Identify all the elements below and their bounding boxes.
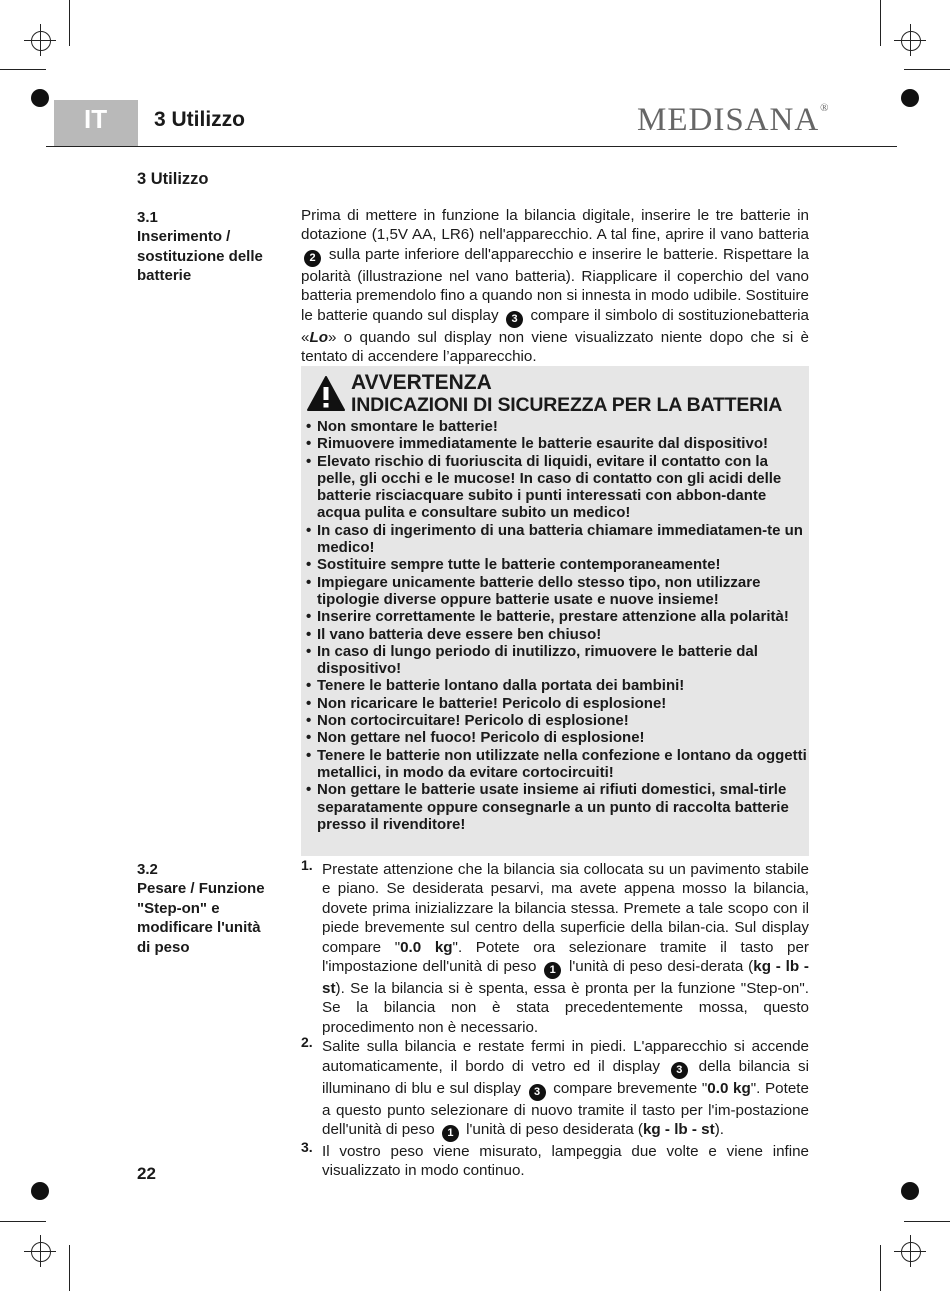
crop-mark	[69, 0, 70, 46]
header-divider	[46, 146, 897, 147]
warning-item: • Non cortocircuitare! Pericolo di esplosione!	[306, 712, 809, 729]
registration-mark-bottom-left	[28, 1239, 52, 1263]
step-number: 3.	[301, 1139, 313, 1156]
registration-mark-bottom-right	[898, 1239, 922, 1263]
warning-item: • Inserire correttamente le batterie, prestare attenzione alla polarità!	[306, 608, 809, 625]
crop-mark	[904, 1221, 950, 1222]
crop-mark	[0, 1221, 46, 1222]
battery-insertion-paragraph	[301, 206, 809, 366]
warning-item: • In caso di ingerimento di una batteria chiamare immediatamen-te un medico!	[306, 522, 809, 557]
paragraph-text: Prima di mettere in funzione la bilancia digitale, inserire le tre batterie in dotazione (1,5V AA, LR6) nell'apparecchio. A tal fine, aprire il vano batteria	[301, 207, 809, 244]
header-title: 3 Utilizzo	[154, 108, 246, 131]
warning-title: AVVERTENZA	[351, 371, 492, 394]
step-text: ). Se la bilancia si è spenta, essa è pronta per la funzione "Step-on". Se la bilancia non è stata precedentemente mossa, questo procedimento non è necessario.	[322, 980, 809, 1036]
brand-logo	[637, 102, 830, 139]
warning-item: • In caso di lungo periodo di inutilizzo, rimuovere le batterie dal dispositivo!	[306, 643, 809, 678]
step-text: Il vostro peso viene misurato, lampeggia due volte e viene infine visualizzato in modo continuo.	[322, 1143, 809, 1180]
subsection-heading-line: modificare l'unità	[137, 919, 261, 937]
crop-mark	[880, 1245, 881, 1291]
step-text: Salite sulla bilancia e restate fermi in piedi. L'apparecchio si accende automaticamente, il bordo di vetro ed il display	[322, 1038, 809, 1075]
language-tab: IT	[54, 100, 138, 146]
crop-mark	[69, 1245, 70, 1291]
subsection-heading-3-1	[137, 208, 287, 286]
subsection-number: 3.1	[137, 209, 158, 226]
crop-mark	[904, 69, 950, 70]
callout-number-badge: 2	[304, 250, 321, 267]
register-dot	[31, 89, 49, 107]
display-value: 0.0 kg	[707, 1079, 751, 1097]
warning-item: • Impiegare unicamente batterie dello stesso tipo, non utilizzare tipologie diverse oppure batterie usate e nuove insieme!	[306, 574, 809, 609]
step-text: l'unità di peso desi-derata (	[569, 958, 754, 976]
brand-name: MEDISANA	[637, 102, 820, 138]
step-item	[301, 1139, 809, 1181]
registration-mark-top-right	[898, 28, 922, 52]
warning-item: • Rimuovere immediatamente le batterie esaurite dal dispositivo!	[306, 435, 809, 452]
warning-item: • Il vano batteria deve essere ben chiuso!	[306, 626, 809, 643]
paragraph-text: » o quando sul display non viene visualizzato niente dopo che si è tentato di accendere l’apparecchio.	[301, 328, 809, 366]
weighing-steps-list	[301, 857, 809, 1181]
callout-number-badge: 3	[529, 1084, 546, 1101]
subsection-heading-line: "Step-on" e	[137, 899, 220, 917]
crop-mark	[0, 69, 46, 70]
warning-triangle-icon	[307, 376, 345, 412]
crop-mark	[880, 0, 881, 46]
subsection-heading-3-2	[137, 860, 287, 957]
warning-item: • Non gettare nel fuoco! Pericolo di esplosione!	[306, 729, 809, 746]
warning-item: • Non smontare le batterie!	[306, 418, 809, 435]
subsection-number: 3.2	[137, 861, 158, 878]
warning-item: • Non gettare le batterie usate insieme ai rifiuti domestici, smal-tirle separatamente oppure consegnarle a un punto di raccolta batterie presso il rivenditore!	[306, 781, 809, 833]
battery-safety-warning-box	[301, 366, 809, 856]
section-title: 3 Utilizzo	[137, 170, 209, 188]
register-dot	[901, 1182, 919, 1200]
warning-list	[306, 418, 809, 833]
register-dot	[31, 1182, 49, 1200]
warning-subtitle: INDICAZIONI DI SICUREZZA PER LA BATTERIA	[351, 394, 783, 416]
step-number: 2.	[301, 1034, 313, 1051]
subsection-heading-line: Inserimento /	[137, 228, 231, 246]
step-text: compare brevemente "	[553, 1079, 708, 1097]
step-number: 1.	[301, 857, 313, 873]
step-text: ).	[714, 1121, 724, 1139]
paragraph-text: compare il simbolo di sostituzionebatteria «	[301, 306, 809, 346]
step-item	[301, 857, 809, 1037]
step-text: ". Potete a questo punto selezionare di nuovo tramite il tasto per l'im-postazione dell'unità di peso	[322, 1079, 809, 1139]
step-text: ". Potete ora selezionare tramite il tasto per l'impostazione dell'unità di peso	[322, 938, 809, 976]
step-text: Prestate attenzione che la bilancia sia collocata su un pavimento stabile e piano. Se desiderata pesarvi, ma avete appena mosso la bilancia, dovete prima inizializzare la bilancia stessa. Premete a tale scopo con il piede brevemente sul centro della superficie della bilan-cia. Sul display compare "	[322, 861, 809, 956]
subsection-heading-line: sostituzione delle	[137, 247, 263, 265]
subsection-heading-line: Pesare / Funzione	[137, 880, 265, 898]
register-dot	[901, 89, 919, 107]
page-number: 22	[137, 1164, 156, 1183]
callout-number-badge: 3	[506, 311, 523, 328]
registration-mark-top-left	[28, 28, 52, 52]
registered-mark: ®	[820, 102, 830, 114]
warning-item: • Non ricaricare le batterie! Pericolo di esplosione!	[306, 695, 809, 712]
callout-number-badge: 1	[442, 1125, 459, 1142]
callout-number-badge: 1	[544, 962, 561, 979]
step-text: della bilancia si illuminano di blu e sul display	[322, 1057, 809, 1097]
warning-item: • Elevato rischio di fuoriuscita di liquidi, evitare il contatto con la pelle, gli occhi e le mucose! In caso di contatto con gli acidi delle batterie risciacquare subito i punti interessati con abbon-dante acqua pulita e consultare subito un medico!	[306, 453, 809, 522]
unit-options: kg - lb - st	[642, 1121, 715, 1139]
warning-item: • Tenere le batterie non utilizzate nella confezione e lontano da oggetti metallici, in modo da evitare cortocircuiti!	[306, 747, 809, 782]
warning-item: • Sostituire sempre tutte le batterie contemporaneamente!	[306, 556, 809, 573]
warning-item: • Tenere le batterie lontano dalla portata dei bambini!	[306, 677, 809, 694]
lo-symbol: Lo	[309, 328, 329, 346]
unit-options: kg - lb - st	[322, 958, 809, 998]
callout-number-badge: 3	[671, 1062, 688, 1079]
step-text: l'unità di peso desiderata (	[466, 1121, 643, 1139]
paragraph-text: sulla parte inferiore dell'apparecchio e inserire le batterie. Rispettare la polarità (illustrazione nel vano batteria). Riapplicare il coperchio del vano batteria premendolo fino a quando non si innesta in modo udibile. Sostituire le batterie quando sul display	[301, 245, 809, 324]
display-value: 0.0 kg	[400, 938, 453, 956]
step-item	[301, 1034, 809, 1142]
subsection-heading-line: batterie	[137, 267, 192, 285]
subsection-heading-line: di peso	[137, 938, 190, 956]
